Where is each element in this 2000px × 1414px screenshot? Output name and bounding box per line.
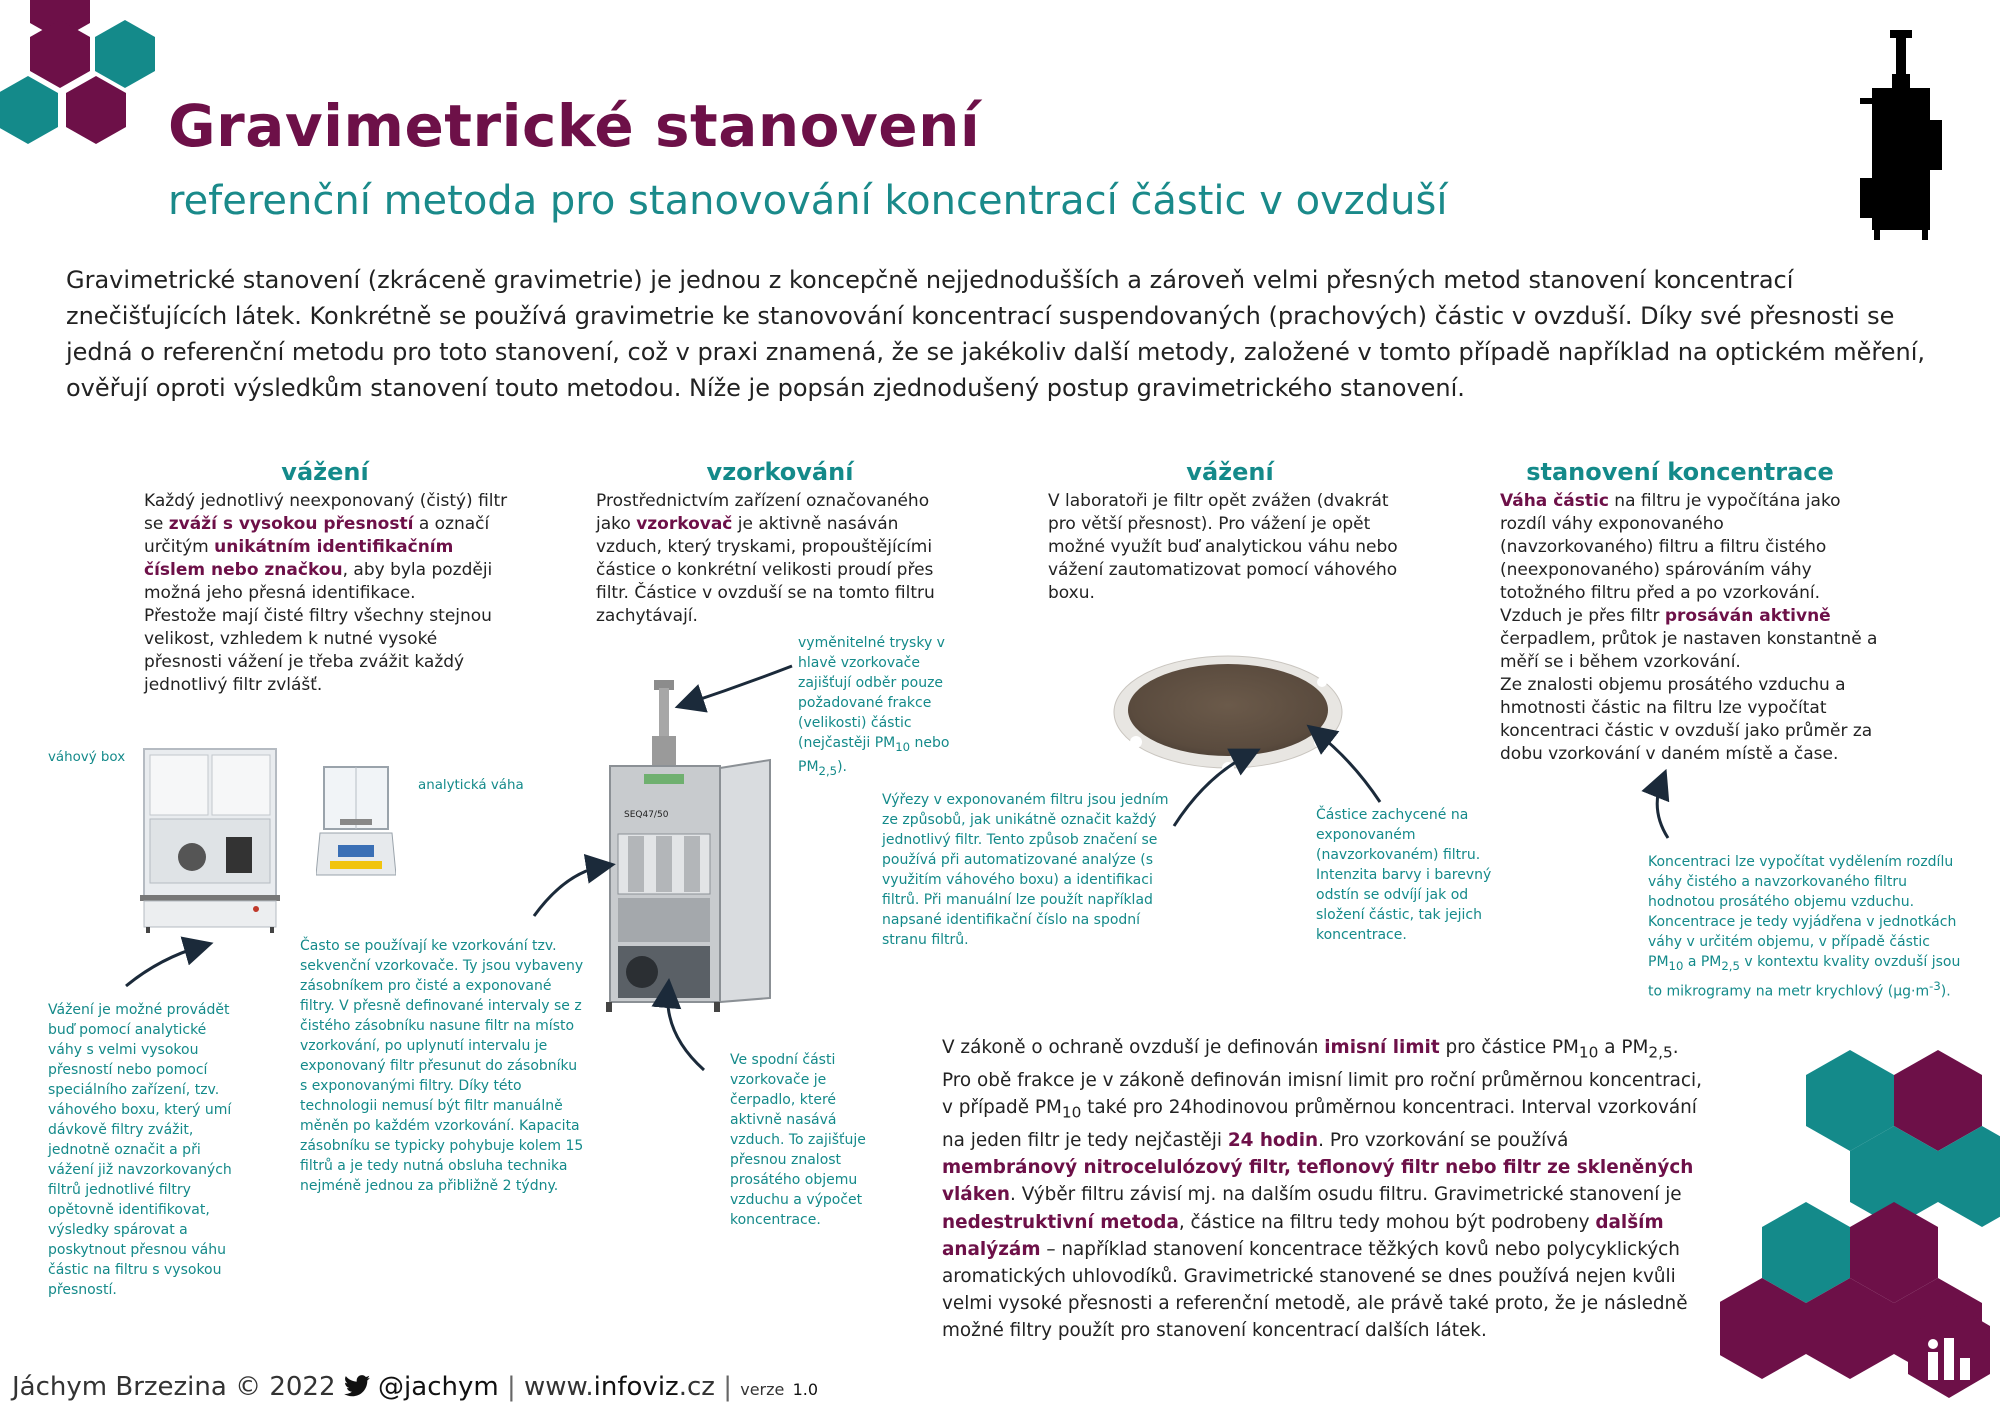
footer — [12, 1372, 818, 1402]
curved-arrow-icon — [126, 946, 202, 986]
sequential-sampler-annotation: Často se používají ke vzorkování tzv. sekvenční vzorkovače. Ty jsou vybaveny zásobníkem pro čisté a exponované filtry. V přesně definované intervaly se z čistého zásobníku nasune filtr na místo vzorkování, po uplynutí intervalu je exponovaný filtr přesunut do zásobníku s exponovanými filtry. Díky této technologii nemusí být filtr manuálně měněn po každém vzorkování. Kapacita zásobníku se typicky pohybuje kolem 15 filtrů a je tedy nutná obsluha technika nejméně jednou za přibližně 2 týdny. — [300, 938, 584, 1194]
hexagon-pattern-top-left — [0, 0, 165, 150]
balance-label: analytická váha — [418, 778, 524, 793]
sampler-image — [604, 676, 774, 1012]
page-subtitle: referenční metoda pro stanovování koncentrací částic v ovzduší — [168, 178, 1448, 224]
analytical-balance-image — [316, 763, 396, 881]
footer-website[interactable]: www.infoviz.cz — [524, 1372, 715, 1402]
weighbox-label: váhový box — [48, 750, 126, 765]
concentration-annotation: Koncentraci lze vypočítat vydělením rozdílu váhy čistého a navzorkovaného filtru hodnotou prosátého objemu vzduchu. Koncentrace je tedy vyjádřena v jednotkách váhy v určitém objemu, v případě částic $PM_{10}$ a $PM_{2,5}$ v kontextu kvality ovzduší jsou to mikrogramy na metr krychlový $(\mu g\cdot m^{-3})$. — [1648, 854, 1961, 1000]
step-heading-sampling: vzorkování — [706, 458, 854, 486]
intro-paragraph: Gravimetrické stanovení (zkráceně gravimetrie) je jednou z koncepčně nejjednodušších a zároveň velmi přesných metod stanovení koncentrací znečišťujících látek. Konkrétně se používá gravimetrie ke stanovování koncentrací suspendovaných (prachových) částic v ovzduší. Díky své přesnosti se jedná o referenční metodu pro toto stanovení, což v praxi znamená, že se jakékoliv další metody, založené v tomto případě například na optickém měření, ověřují oproti výsledkům stanovení touto metodou. Níže je popsán zjednodušený postup gravimetrického stanovení. — [66, 266, 1926, 402]
curved-arrow-icon — [1657, 780, 1668, 838]
step-heading-weighing-2: vážení — [1186, 458, 1274, 486]
footer-twitter-handle[interactable]: @jachym — [378, 1372, 499, 1402]
sampler-silhouette-icon — [1852, 28, 1952, 240]
pump-annotation: Ve spodní části vzorkovače je čerpadlo, které aktivně nasává vzduch. To zajišťuje přesnou znalost prosátého objemu vzduchu a výpočet koncentrace. — [730, 1052, 866, 1228]
step-heading-weighing-1: vážení — [281, 458, 369, 486]
weighing-annotation: Vážení je možné provádět buď pomocí analytické váhy s velmi vysokou přesností nebo pomocí speciálního zařízení, tzv. váhového boxu, který umí dávkově filtry zvážit, jednotně označit a při vážení již navzorkovaných filtrů jednotlivé filtry opětovně identifikovat, výsledky spárovat a poskytnout přesnou váhu částic na filtru s vysokou přesností. — [48, 1002, 232, 1298]
filter-cutouts-annotation: Výřezy v exponovaném filtru jsou jedním ze způsobů, jak unikátně označit každý jednotlivý filtr. Tento způsob značení se používá při automatizované analýze (s využitím váhového boxu) a identifikaci filtrů. Při manuální lze použít například napsané identifikační číslo na spodní stranu filtrů. — [882, 792, 1169, 948]
curved-arrow-icon — [534, 866, 604, 916]
nozzles-annotation: vyměnitelné trysky v hlavě vzorkovače zajišťují odběr pouze požadované frakce (velikosti) částic (nejčastěji $PM_{10}$ nebo $PM_{2,5}$). — [798, 635, 950, 778]
footer-version-label: verze — [740, 1380, 785, 1399]
page-title: Gravimetrické stanovení — [168, 92, 981, 160]
exposed-filter-image — [1112, 652, 1344, 772]
step-text-sampling: Prostřednictvím zařízení označovaného jako vzorkovač je aktivně nasáván vzduch, který tryskami, propouštějícími částice o konkrétní velikosti proudí přes filtr. Částice v ovzduší se na tomto filtru zachytávají. — [596, 491, 935, 626]
footer-author: Jáchym Brzezina © 2022 — [12, 1372, 336, 1402]
infoviz-logo-icon — [1904, 1300, 1994, 1400]
step-heading-concentration: stanovení koncentrace — [1526, 458, 1834, 486]
footer-version: 1.0 — [792, 1380, 819, 1399]
step-text-concentration: Váha částic na filtru je vypočítána jako rozdíl váhy exponovaného (navzorkovaného) filtru a filtru čistého (neexponovaného) spárováním váhy totožného filtru před a po vzorkování. Vzduch je přes filtr prosáván aktivně čerpadlem, průtok je nastaven konstantně a měří se i během vzorkování. Ze znalosti objemu prosátého vzduchu a hmotnosti částic na filtru lze vypočítat koncentraci částic v ovzduší jako průměr za dobu vzorkování v daném místě a čase. — [1500, 491, 1878, 764]
footer-separator: | — [723, 1372, 732, 1402]
weighbox-image — [140, 745, 280, 935]
footer-separator: | — [506, 1372, 516, 1402]
sampler-device-label: SEQ47/50 — [624, 810, 669, 820]
captured-particles-annotation: Částice zachycené na exponovaném (navzorkovaném) filtru. Intenzita barvy i barevný odstín se odvíjí jak od složení částic, tak jejich koncentrace. — [1316, 807, 1492, 943]
step-text-weighing-1: Každý jednotlivý neexponovaný (čistý) filtr se zváží s vysokou přesností a označí určitým unikátním identifikačním číslem nebo značkou, aby byla později možná jeho přesná identifikace. Přestože mají čisté filtry všechny stejnou velikost, vzhledem k nutné vysoké přesnosti vážení je třeba zvážit každý jednotlivý filtr zvlášť. — [144, 491, 508, 695]
law-paragraph: V zákoně o ochraně ovzduší je definován imisní limit pro částice $PM_{10}$ a $PM_{2,5}$. Pro obě frakce je v zákoně definován imisní limit pro roční průměrnou koncentraci, v případě $PM_{10}$ také pro 24hodinovou průměrnou koncentraci. Interval vzorkování na jeden filtr je tedy nejčastěji 24 hodin. Pro vzorkování se používá membránový nitrocelulózový filtr, teflonový filtr nebo filtr ze skleněných vláken. Výběr filtru závisí mj. na dalším osudu filtru. Gravimetrické stanovení je nedestruktivní metoda, částice na filtru tedy mohou být podrobeny dalším analýzám – například stanovení koncentrace těžkých kovů nebo polycyklických aromatických uhlovodíků. Gravimetrické stanovené se dnes používá nejen kvůli velmi vysoké přesnosti a referenční metodě, ale právě také proto, že je následně možné filtry použít pro stanovení koncentrací dalších látek. — [942, 1037, 1702, 1342]
step-text-weighing-2: V laboratoři je filtr opět zvážen (dvakrát pro větší přesnost). Pro vážení je opět možné využít buď analytickou váhu nebo vážení zautomatizovat pomocí váhového boxu. — [1048, 491, 1398, 603]
twitter-icon — [344, 1375, 370, 1397]
